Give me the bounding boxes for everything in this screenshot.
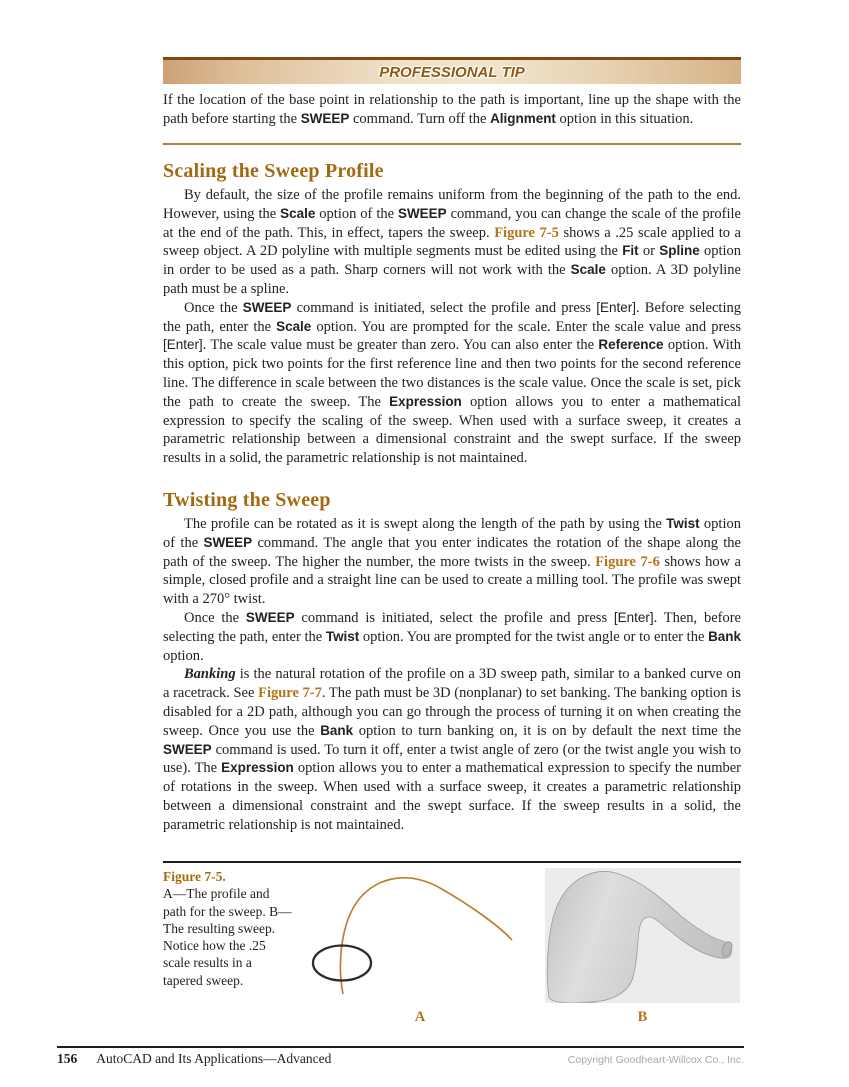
inline-text: or <box>638 243 660 260</box>
inline-text: Once the <box>184 610 246 627</box>
inline-cmd-text: Scale <box>570 262 606 278</box>
figure-caption-label: Figure 7-5. <box>163 869 226 884</box>
section-heading-twisting: Twisting the Sweep <box>163 489 331 512</box>
figure-panel-b <box>545 868 740 1003</box>
paragraph-scaling-1 <box>163 186 741 299</box>
inline-text: option. You are prompted for the scale. Enter the scale value and press <box>311 318 741 335</box>
professional-tip-title: PROFESSIONAL TIP <box>379 63 525 81</box>
inline-text: option to turn banking on, it is on by default the next time the <box>353 722 742 739</box>
page-footer <box>57 1046 744 1067</box>
inline-em-text: Banking <box>184 666 236 683</box>
sweep-solid-shape <box>547 872 731 1003</box>
panel-b-label: B <box>637 1009 648 1025</box>
inline-cmd-text: Twist <box>666 516 700 532</box>
inline-text: option. A 3D polyline path must be a spline. <box>163 262 741 298</box>
panel-a-label: A <box>414 1009 426 1025</box>
inline-text: option. With this option, pick two points for the first reference line and then two points for the second reference line. The difference in scale between the two distances is the scale value. Once the scale is set, pick the path to create the sweep. The <box>163 337 742 410</box>
figure-7-5 <box>163 861 741 1031</box>
paragraph-twisting-2 <box>163 609 741 665</box>
inline-text: option in order to be used as a path. Sharp corners will not work with the <box>163 243 741 279</box>
inline-text: option in this situation. <box>555 110 694 127</box>
tip-divider-rule <box>163 143 741 145</box>
inline-cmd-text: SWEEP <box>397 205 447 221</box>
inline-text: command. Turn off the <box>349 110 491 127</box>
inline-cmd-text: Reference <box>598 337 664 353</box>
paragraph-twisting-3 <box>163 665 741 834</box>
inline-text: is the natural rotation of the profile on a 3D sweep path, similar to a banked curve on a racetrack. See <box>163 666 741 702</box>
figure-caption-text: A—The profile and path for the sweep. B—The resulting sweep. Notice how the .25 scale results in a tapered sweep. <box>163 886 292 988</box>
book-title: AutoCAD and Its Applications—Advanced <box>96 1051 332 1066</box>
inline-cmd-text: SWEEP <box>242 299 292 315</box>
paragraph-twisting-1 <box>163 515 741 609</box>
inline-cmd-text: SWEEP <box>163 741 212 757</box>
inline-cmd-text: Spline <box>659 243 700 259</box>
inline-cmd-text: Alignment <box>490 110 556 126</box>
section-heading-scaling: Scaling the Sweep Profile <box>163 160 384 183</box>
inline-cmd-text: Fit <box>622 243 639 259</box>
inline-text: . Before selecting the path, enter the <box>163 299 741 335</box>
inline-text: command. The angle that you enter indicates the rotation of the shape along the path of the sweep. The higher the number, the more twists in the sweep. <box>163 534 741 570</box>
inline-text: If the location of the base point in relationship to the path is important, line up the shape with the path before starting the <box>163 92 741 127</box>
inline-key-text: [Enter] <box>163 337 203 353</box>
inline-cmd-text: Scale <box>276 318 312 334</box>
inline-fig-text: Figure 7-7 <box>258 685 322 702</box>
inline-text: option. <box>163 647 204 664</box>
inline-text: option allows you to enter a mathematical expression to specify the number of rotations in the sweep. When used with a surface sweep, it creates a parametric relationship between a dimensional constraint and the swept surface. If the sweep results in a solid, the parametric relationship is not maintained. <box>163 760 741 833</box>
resulting-sweep-drawing <box>545 868 740 1003</box>
inline-cmd-text: Bank <box>708 628 741 644</box>
inline-key-text: [Enter] <box>613 610 654 626</box>
inline-text: option of the <box>315 205 398 222</box>
inline-text: shows a .25 scale applied to a sweep object. A 2D polyline with multiple segments must be edited using the <box>163 224 741 260</box>
inline-text: option allows you to enter a mathematical expression to specify the scaling of the sweep. When used with a surface sweep, it creates a parametric relationship between a dimensional constraint and the swept surface. If the sweep results in a solid, the parametric relationship is not maintained. <box>163 393 741 467</box>
inline-text: option. You are prompted for the twist angle or to enter the <box>359 628 709 645</box>
inline-text: . The scale value must be greater than zero. You can also enter the <box>202 337 599 354</box>
inline-text: shows how a simple, closed profile and a straight line can be used to create a milling tool. The profile was swept with a 270° twist. <box>163 553 741 608</box>
professional-tip-body <box>163 91 741 129</box>
inline-cmd-text: Twist <box>325 628 360 644</box>
inline-text: Once the <box>184 299 243 316</box>
inline-text: command is initiated, select the profile and press <box>291 299 597 316</box>
figure-divider <box>163 861 741 863</box>
figure-caption <box>163 868 293 989</box>
inline-cmd-text: SWEEP <box>203 534 253 550</box>
inline-cmd-text: SWEEP <box>300 110 350 126</box>
inline-text: . The path must be 3D (nonplanar) to set banking. The banking option is disabled for a 2D path, although you can go through the process of turning it on when creating the sweep. Once you use the <box>163 685 741 739</box>
inline-fig-text: Figure 7-5 <box>494 224 559 241</box>
inline-cmd-text: Expression <box>221 760 294 776</box>
sweep-path-curve <box>340 878 512 994</box>
professional-tip-banner <box>163 57 741 84</box>
inline-key-text: [Enter] <box>596 299 636 315</box>
inline-fig-text: Figure 7-6 <box>595 553 660 570</box>
inline-text: . Then, before selecting the path, enter the <box>163 610 741 645</box>
inline-cmd-text: SWEEP <box>245 610 295 626</box>
inline-text: By default, the size of the profile remains uniform from the beginning of the path to the end. However, using the <box>163 187 741 222</box>
inline-cmd-text: Expression <box>389 393 462 409</box>
main-column <box>163 57 741 835</box>
copyright-notice: Copyright Goodheart-Willcox Co., Inc. <box>567 1054 744 1066</box>
inline-text: option of the <box>163 516 741 551</box>
page-number: 156 <box>57 1051 78 1066</box>
profile-and-path-drawing <box>291 867 549 999</box>
inline-text: command, you can change the scale of the profile at the end of the path. This, in effect, tapers the sweep. <box>163 205 741 241</box>
inline-text: command is used. To turn it off, enter a twist angle of zero (or the twist angle you wish to use). The <box>163 741 741 777</box>
inline-cmd-text: Scale <box>280 205 316 221</box>
footer-left <box>57 1051 331 1067</box>
paragraph-scaling-2 <box>163 299 741 468</box>
inline-cmd-text: Bank <box>320 722 354 738</box>
inline-text: The profile can be rotated as it is swept along the length of the path by using the <box>184 516 667 533</box>
inline-text: command is initiated, select the profile and press <box>294 610 614 627</box>
figure-panel-a <box>291 867 549 999</box>
